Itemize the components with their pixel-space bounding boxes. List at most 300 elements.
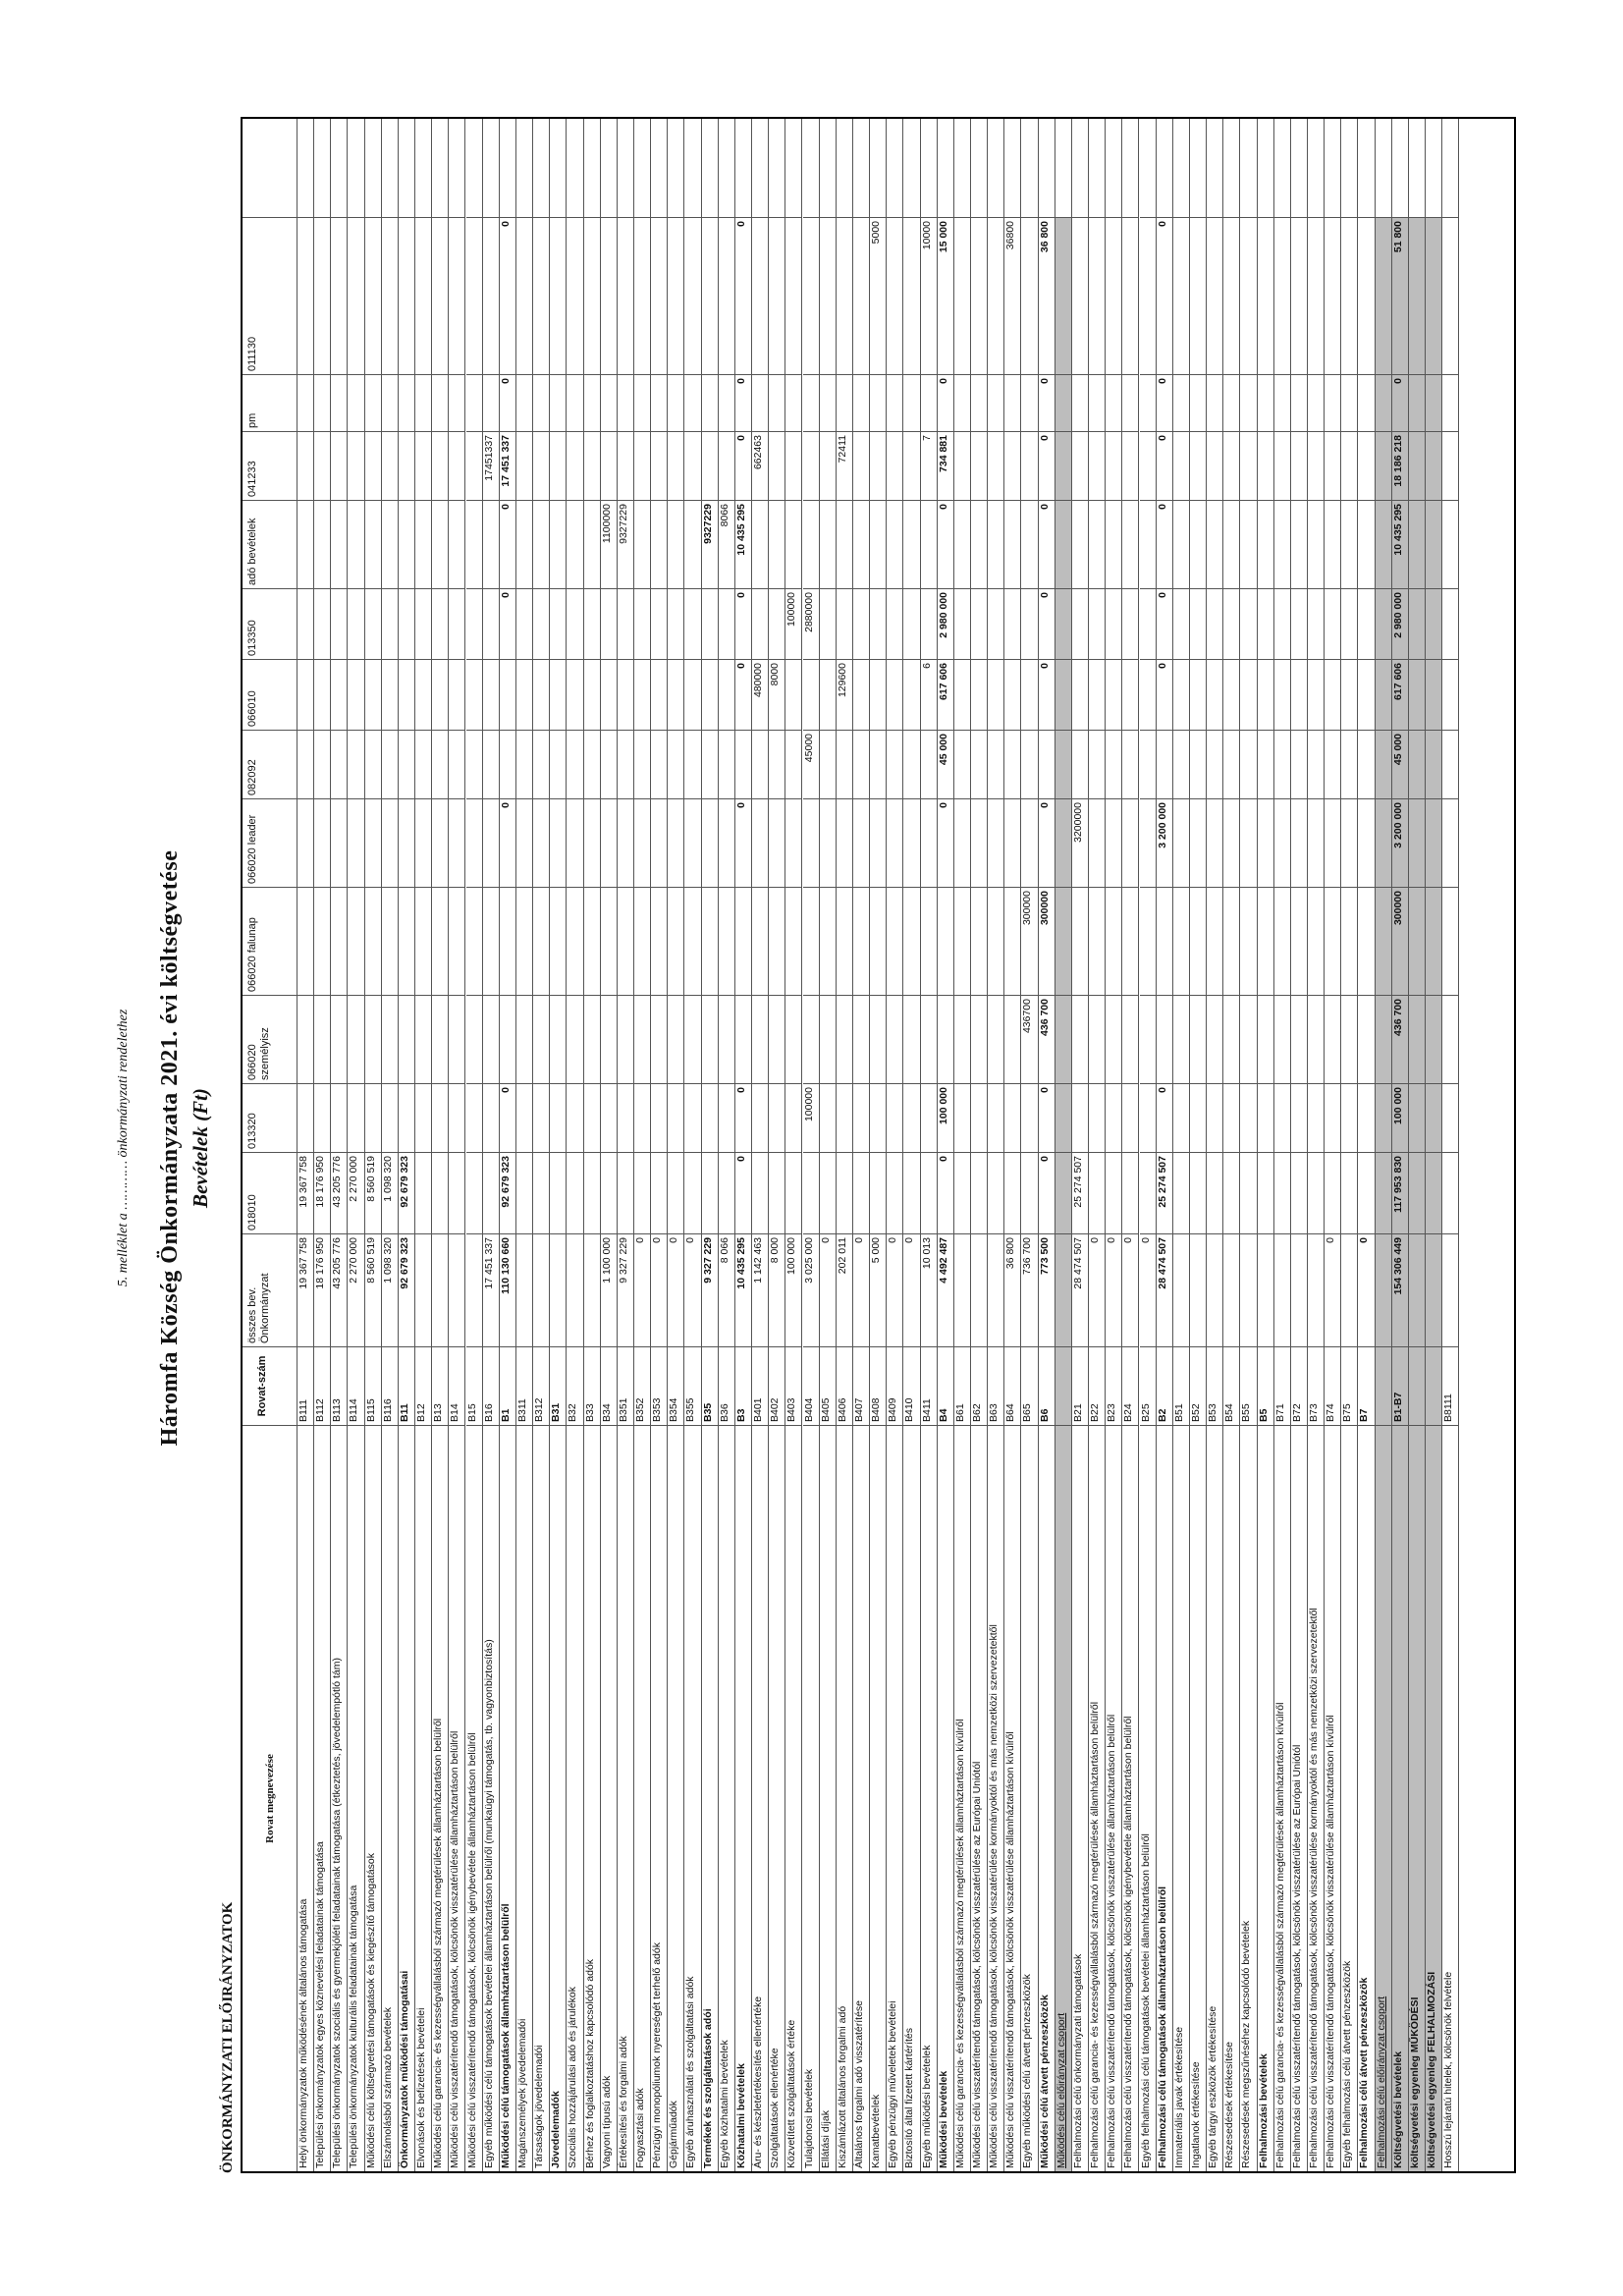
- row-value: [634, 431, 650, 500]
- row-value: [415, 730, 431, 798]
- row-value: [415, 217, 431, 374]
- row-value: [1072, 500, 1088, 588]
- table-row: [971, 119, 988, 2171]
- row-value: 0: [1039, 431, 1055, 500]
- row-value: [432, 659, 448, 730]
- row-value: [516, 1152, 532, 1233]
- row-value: [1240, 887, 1256, 995]
- row-value: 7: [921, 431, 937, 500]
- row-value: [988, 798, 1003, 887]
- row-value: [1173, 1152, 1189, 1233]
- row-value: [1207, 887, 1222, 995]
- row-value: [752, 798, 768, 887]
- row-value: [550, 995, 566, 1083]
- row-value: [1240, 374, 1256, 431]
- row-value: [668, 374, 683, 431]
- row-value: [1258, 1083, 1273, 1152]
- row-value: [449, 217, 464, 374]
- row-code: B33: [584, 1346, 600, 1425]
- row-value: [1021, 1152, 1037, 1233]
- row-value: [921, 588, 937, 659]
- row-value: [1055, 431, 1071, 500]
- row-value: [1072, 1083, 1088, 1152]
- row-value: [1358, 217, 1374, 374]
- row-value: [903, 374, 919, 431]
- row-name: Szociális hozzájárulási adó és járulékok: [567, 1425, 582, 2171]
- row-value: [837, 798, 852, 887]
- table-row: [1106, 119, 1122, 2171]
- row-value: [1055, 730, 1071, 798]
- row-value: [567, 431, 582, 500]
- row-value: [1358, 374, 1374, 431]
- row-value: [449, 431, 464, 500]
- row-value: 92 679 323: [500, 1152, 515, 1233]
- row-value: [399, 431, 414, 500]
- row-value: [1358, 659, 1374, 730]
- row-value: [853, 374, 869, 431]
- row-value: [618, 1152, 633, 1233]
- row-name: Egyéb felhalmozási célú átvett pénzeszközök: [1341, 1425, 1357, 2171]
- row-value: 0: [1358, 1233, 1374, 1346]
- row-value: 5 000: [870, 1233, 886, 1346]
- row-value: [735, 730, 751, 798]
- row-name: Biztosító által fizetett kártérítés: [903, 1425, 919, 2171]
- row-value: [853, 798, 869, 887]
- row-value: [870, 500, 886, 588]
- row-name: Működési célú támogatások államháztartáson belülről: [500, 1425, 515, 2171]
- row-code: B15: [466, 1346, 482, 1425]
- row-code: B352: [634, 1346, 650, 1425]
- row-value: [702, 730, 718, 798]
- row-value: 0: [1157, 431, 1172, 500]
- table-row: [735, 119, 752, 2171]
- row-value: [820, 588, 836, 659]
- row-value: [314, 1083, 330, 1152]
- row-value: [887, 887, 902, 995]
- row-value: 0: [1157, 500, 1172, 588]
- row-value: [870, 431, 886, 500]
- row-name: Működési célú visszatérítendő támogatások, kölcsönök igénybevétele államháztartáson belülről: [466, 1425, 482, 2171]
- row-value: [1140, 217, 1156, 374]
- row-value: [785, 500, 801, 588]
- row-value: [954, 500, 970, 588]
- row-code: B25: [1140, 1346, 1156, 1425]
- row-value: [870, 1083, 886, 1152]
- row-value: 18 176 950: [314, 1152, 330, 1233]
- row-value: [298, 659, 313, 730]
- row-value: [1325, 1083, 1340, 1152]
- table-row: [887, 119, 903, 2171]
- row-value: [348, 995, 363, 1083]
- row-value: [382, 798, 398, 887]
- row-value: [533, 500, 549, 588]
- row-value: [837, 995, 852, 1083]
- row-value: [785, 374, 801, 431]
- row-value: [415, 500, 431, 588]
- row-value: [331, 1083, 347, 1152]
- row-value: [533, 887, 549, 995]
- row-value: [1089, 500, 1105, 588]
- row-value: [634, 374, 650, 431]
- row-value: [668, 730, 683, 798]
- row-code: B54: [1223, 1346, 1239, 1425]
- row-value: [1122, 431, 1138, 500]
- row-value: [803, 798, 819, 887]
- row-name: Tulajdonosi bevételek: [803, 1425, 819, 2171]
- table-row: [988, 119, 1004, 2171]
- row-value: [382, 217, 398, 374]
- row-value: [1291, 1152, 1307, 1233]
- row-value: [1173, 1233, 1189, 1346]
- row-value: [1207, 995, 1222, 1083]
- row-value: [298, 588, 313, 659]
- row-value: 773 500: [1039, 1233, 1055, 1346]
- row-value: [483, 588, 499, 659]
- row-value: [803, 431, 819, 500]
- row-value: 0: [1089, 1233, 1105, 1346]
- header-code: Rovat-szám: [243, 1346, 297, 1425]
- row-value: [1122, 374, 1138, 431]
- row-value: 617 606: [1392, 659, 1408, 730]
- row-value: 19 367 758: [298, 1152, 313, 1233]
- row-value: [1409, 887, 1425, 995]
- row-value: [988, 730, 1003, 798]
- row-value: [769, 217, 784, 374]
- row-value: [483, 217, 499, 374]
- row-value: [516, 588, 532, 659]
- row-value: [1004, 1083, 1020, 1152]
- row-value: [719, 1083, 734, 1152]
- row-value: [1089, 730, 1105, 798]
- row-value: 9327229: [702, 500, 718, 588]
- row-value: 0: [1039, 500, 1055, 588]
- row-code: B312: [533, 1346, 549, 1425]
- row-value: 100000: [803, 1083, 819, 1152]
- row-value: [382, 588, 398, 659]
- row-value: [348, 374, 363, 431]
- table-row: [702, 119, 719, 2171]
- row-value: [1240, 798, 1256, 887]
- row-value: [601, 798, 617, 887]
- row-code: B34: [601, 1346, 617, 1425]
- row-value: [415, 1083, 431, 1152]
- row-name: Egyéb tárgyi eszközök értékesítése: [1207, 1425, 1222, 2171]
- row-value: [651, 730, 667, 798]
- row-value: [1325, 659, 1340, 730]
- row-value: [601, 995, 617, 1083]
- row-value: [1258, 588, 1273, 659]
- row-value: [1291, 730, 1307, 798]
- row-value: [634, 1152, 650, 1233]
- row-value: 9327229: [618, 500, 633, 588]
- row-value: 734 881: [938, 431, 953, 500]
- row-value: 0: [500, 500, 515, 588]
- row-value: [1089, 431, 1105, 500]
- row-value: 736 700: [1021, 1233, 1037, 1346]
- row-value: [415, 374, 431, 431]
- row-value: [1190, 217, 1206, 374]
- row-value: 0: [1157, 588, 1172, 659]
- row-value: [550, 798, 566, 887]
- row-value: 0: [735, 798, 751, 887]
- row-code: B62: [971, 1346, 987, 1425]
- row-value: [399, 659, 414, 730]
- row-value: [1442, 659, 1458, 730]
- row-value: [1089, 995, 1105, 1083]
- row-value: [1089, 374, 1105, 431]
- row-code: B63: [988, 1346, 1003, 1425]
- row-value: [382, 500, 398, 588]
- row-value: [1258, 217, 1273, 374]
- row-value: [702, 995, 718, 1083]
- row-name: Költségvetési bevételek: [1392, 1425, 1408, 2171]
- row-value: [837, 217, 852, 374]
- row-value: [1341, 1152, 1357, 1233]
- row-value: [1291, 217, 1307, 374]
- row-value: [449, 500, 464, 588]
- row-value: 1 100 000: [601, 1233, 617, 1346]
- table-row: [903, 119, 920, 2171]
- row-value: [1140, 995, 1156, 1083]
- row-value: 92 679 323: [399, 1233, 414, 1346]
- table-row: [719, 119, 735, 2171]
- row-code: [1409, 1346, 1425, 1425]
- row-value: [634, 995, 650, 1083]
- table-row: [1308, 119, 1325, 2171]
- row-name: Felhalmozási célú visszatérítendő támogatások, kölcsönök visszatérülése kormányoktól és más nemzetközi szervezetektől: [1308, 1425, 1324, 2171]
- row-value: [348, 887, 363, 995]
- row-value: [365, 995, 381, 1083]
- row-value: [870, 374, 886, 431]
- row-value: [820, 887, 836, 995]
- row-value: [432, 995, 448, 1083]
- row-value: [1190, 995, 1206, 1083]
- row-name: Működési célú visszatérítendő támogatások, kölcsönök visszatérülése államháztartáson kívülről: [1004, 1425, 1020, 2171]
- row-value: [1274, 659, 1290, 730]
- row-value: [1021, 431, 1037, 500]
- row-value: [533, 431, 549, 500]
- row-value: [988, 217, 1003, 374]
- row-value: [1207, 798, 1222, 887]
- row-value: [820, 500, 836, 588]
- row-value: [954, 374, 970, 431]
- row-value: [584, 730, 600, 798]
- row-value: 2 980 000: [1392, 588, 1408, 659]
- row-value: [1274, 500, 1290, 588]
- table-row: [601, 119, 618, 2171]
- row-value: [971, 1083, 987, 1152]
- row-value: [1089, 659, 1105, 730]
- row-value: [954, 887, 970, 995]
- row-value: [837, 1083, 852, 1152]
- row-value: [1274, 730, 1290, 798]
- row-value: [853, 659, 869, 730]
- table-row: [348, 119, 364, 2171]
- row-value: [853, 500, 869, 588]
- row-name: Egyéb áruhasználati és szolgáltatási adók: [684, 1425, 700, 2171]
- row-value: 3200000: [1072, 798, 1088, 887]
- row-value: [684, 659, 700, 730]
- row-value: 45 000: [938, 730, 953, 798]
- row-value: [1291, 374, 1307, 431]
- row-value: [415, 995, 431, 1083]
- row-value: 19 367 758: [298, 1233, 313, 1346]
- row-value: [1426, 1083, 1441, 1152]
- row-value: [331, 374, 347, 431]
- row-name: Bérhez és foglalkoztatáshoz kapcsolódó adók: [584, 1425, 600, 2171]
- row-value: [651, 798, 667, 887]
- row-value: [853, 431, 869, 500]
- row-value: [1274, 1152, 1290, 1233]
- row-code: B1-B7: [1392, 1346, 1408, 1425]
- row-value: [1341, 431, 1357, 500]
- row-value: [921, 887, 937, 995]
- row-value: [668, 588, 683, 659]
- row-value: [1308, 1233, 1324, 1346]
- row-value: [887, 1152, 902, 1233]
- row-value: [971, 1233, 987, 1346]
- row-value: [954, 1152, 970, 1233]
- row-value: [1409, 431, 1425, 500]
- row-value: [567, 374, 582, 431]
- row-value: [702, 659, 718, 730]
- row-value: [483, 500, 499, 588]
- table-row: [584, 119, 601, 2171]
- row-value: 100 000: [1392, 1083, 1408, 1152]
- table-row: [752, 119, 769, 2171]
- row-value: [314, 500, 330, 588]
- row-value: [853, 995, 869, 1083]
- row-value: 662463: [752, 431, 768, 500]
- row-value: [853, 1083, 869, 1152]
- row-value: 8066: [719, 500, 734, 588]
- row-value: [1240, 1083, 1256, 1152]
- row-value: [382, 374, 398, 431]
- row-value: [769, 374, 784, 431]
- row-value: [516, 1233, 532, 1346]
- table-row: [954, 119, 971, 2171]
- row-value: [432, 500, 448, 588]
- document-title: Háromfa Község Önkormányzata 2021. évi költségvetése: [157, 849, 183, 1447]
- row-value: [415, 887, 431, 995]
- row-value: 110 130 660: [500, 1233, 515, 1346]
- row-value: [719, 217, 734, 374]
- table-row: [1325, 119, 1341, 2171]
- row-value: [803, 217, 819, 374]
- row-value: 0: [500, 588, 515, 659]
- row-code: B351: [618, 1346, 633, 1425]
- row-value: [298, 500, 313, 588]
- row-name: Egyéb felhalmozási célú támogatások bevételei államháztartáson belülről: [1140, 1425, 1156, 2171]
- row-value: [1207, 659, 1222, 730]
- row-value: [382, 887, 398, 995]
- row-value: [1274, 217, 1290, 374]
- row-value: 8 066: [719, 1233, 734, 1346]
- row-value: [938, 887, 953, 995]
- row-value: [516, 730, 532, 798]
- row-value: [1190, 798, 1206, 887]
- row-value: [415, 798, 431, 887]
- row-value: [298, 431, 313, 500]
- row-value: 0: [735, 431, 751, 500]
- row-value: 28 474 507: [1072, 1233, 1088, 1346]
- row-value: [921, 798, 937, 887]
- row-value: [449, 659, 464, 730]
- row-value: 2880000: [803, 588, 819, 659]
- row-value: [1442, 217, 1458, 374]
- row-code: B406: [837, 1346, 852, 1425]
- row-value: [820, 659, 836, 730]
- row-value: [1442, 887, 1458, 995]
- row-name: Felhalmozási célú visszatérítendő támogatások, kölcsönök visszatérülése államháztartáson kívülről: [1325, 1425, 1340, 2171]
- row-value: [584, 500, 600, 588]
- row-value: [449, 887, 464, 995]
- row-value: [618, 217, 633, 374]
- row-value: [1089, 798, 1105, 887]
- row-value: 0: [938, 374, 953, 431]
- row-value: [1442, 431, 1458, 500]
- row-value: [365, 431, 381, 500]
- row-value: [365, 798, 381, 887]
- row-value: [820, 995, 836, 1083]
- row-value: [1240, 1152, 1256, 1233]
- row-value: [1072, 374, 1088, 431]
- row-value: [1442, 798, 1458, 887]
- row-value: [988, 588, 1003, 659]
- row-value: 8 560 519: [365, 1152, 381, 1233]
- row-value: [1442, 588, 1458, 659]
- header-col: 013320: [243, 1083, 297, 1152]
- row-name: Működési célú garancia- és kezességvállalásból származó megtérülések államháztartáson kívülről: [954, 1425, 970, 2171]
- row-value: [870, 730, 886, 798]
- row-value: [314, 659, 330, 730]
- section-heading: ÖNKORMÁNYZATI ELŐIRÁNYZATOK: [220, 1901, 236, 2173]
- row-value: 0: [1157, 374, 1172, 431]
- row-value: [1291, 431, 1307, 500]
- row-value: [466, 730, 482, 798]
- row-value: [1308, 1152, 1324, 1233]
- row-value: 0: [1157, 659, 1172, 730]
- row-code: [1376, 1346, 1391, 1425]
- row-name: Működési célú költségvetési támogatások és kiegészítő támogatások: [365, 1425, 381, 2171]
- row-name: Pénzügyi monopóliumok nyereségét terhelő adók: [651, 1425, 667, 2171]
- row-value: [1173, 217, 1189, 374]
- row-value: [1358, 431, 1374, 500]
- row-value: [651, 217, 667, 374]
- row-value: [533, 1152, 549, 1233]
- table-row: [1089, 119, 1106, 2171]
- row-name: Felhalmozási célú átvett pénzeszközök: [1358, 1425, 1374, 2171]
- table-row: [1004, 119, 1021, 2171]
- row-code: B112: [314, 1346, 330, 1425]
- row-value: [1442, 1233, 1458, 1346]
- row-value: [921, 995, 937, 1083]
- row-value: 300000: [1039, 887, 1055, 995]
- row-code: B31: [550, 1346, 566, 1425]
- row-value: [1106, 995, 1121, 1083]
- row-name: Egyéb működési célú átvett pénzeszközök: [1021, 1425, 1037, 2171]
- row-value: [348, 659, 363, 730]
- row-value: [1358, 1152, 1374, 1233]
- row-value: [1341, 887, 1357, 995]
- row-value: [1341, 500, 1357, 588]
- row-value: [1341, 995, 1357, 1083]
- row-value: [1442, 374, 1458, 431]
- table-row: [567, 119, 583, 2171]
- row-value: 45 000: [1392, 730, 1408, 798]
- row-value: [785, 217, 801, 374]
- row-value: [533, 588, 549, 659]
